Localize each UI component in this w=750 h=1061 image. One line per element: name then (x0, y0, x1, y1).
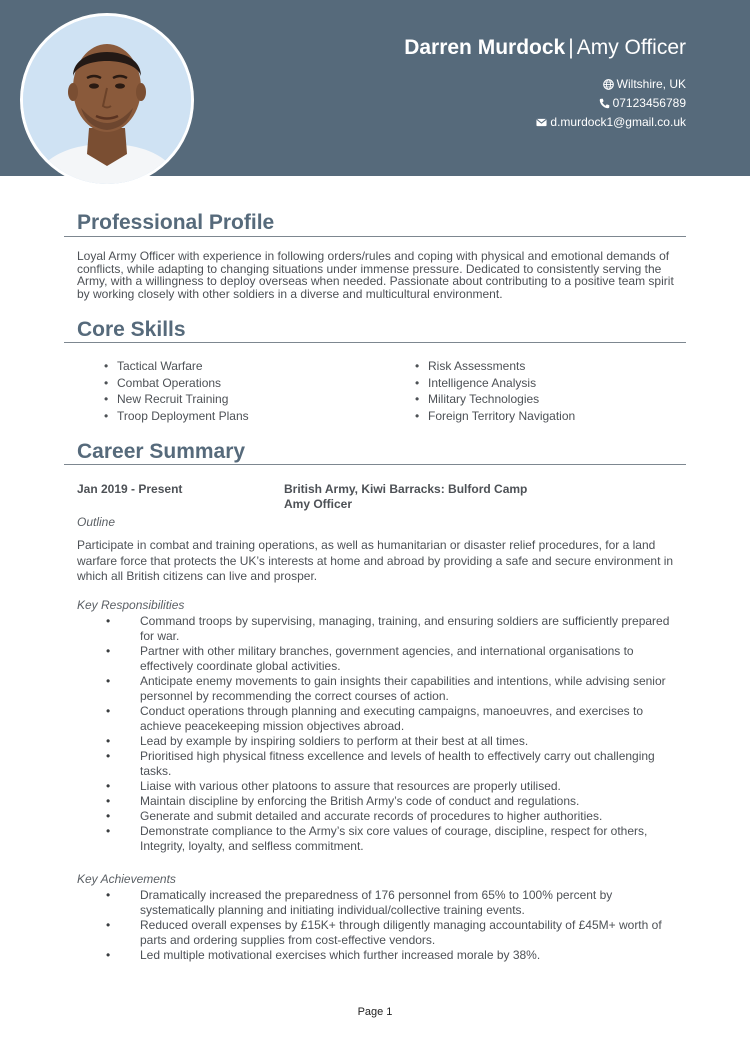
skill-item: • New Recruit Training (117, 391, 249, 408)
list-item: • Prioritised high physical fitness excellence and levels of health to effectively carry out challenging tasks. (140, 749, 680, 779)
section-divider (64, 342, 686, 343)
section-title-skills: Core Skills (77, 318, 186, 341)
skill-item: • Military Technologies (428, 391, 575, 408)
name-title-line (404, 36, 686, 60)
name-separator: | (568, 36, 574, 59)
list-item: • Led multiple motivational exercises which further increased morale by 38%. (140, 948, 665, 963)
outline-text: Participate in combat and training operations, as well as humanitarian or disaster relief procedures, for a land warfare force that protects the UK’s interests at home and abroad by providing a safe and secure environment in which all British citizens can live and prosper. (77, 538, 674, 583)
phone-text: 07123456789 (612, 96, 686, 110)
skill-item: • Combat Operations (117, 375, 249, 392)
skill-item: • Troop Deployment Plans (117, 408, 249, 425)
list-item: • Maintain discipline by enforcing the British Army’s code of conduct and regulations. (140, 794, 680, 809)
globe-icon (603, 79, 614, 90)
list-item: • Lead by example by inspiring soldiers to perform at their best at all times. (140, 734, 680, 749)
job-title: Amy Officer (576, 36, 686, 59)
profile-text: Loyal Army Officer with experience in following orders/rules and coping with physical and emotional demands of conflicts, while adapting to changing situations under immense pressure. Dedicated to consistently serving the Army, with a willingness to deploy overseas when needed. Passionate about contributing to a positive team spirit by working closely with other soldiers in a diverse and multicultural environment. (77, 249, 674, 301)
contact-phone (599, 96, 686, 110)
list-item: • Liaise with various other platoons to assure that resources are properly utilised. (140, 779, 680, 794)
skill-item: • Intelligence Analysis (428, 375, 575, 392)
skill-item: • Foreign Territory Navigation (428, 408, 575, 425)
contact-email (536, 115, 686, 129)
list-item: • Reduced overall expenses by £15K+ through diligently managing accountability of £45M+ worth of parts and ordering supplies from cost-effective vendors. (140, 918, 665, 948)
list-item: • Generate and submit detailed and accurate records of procedures to higher authorities. (140, 809, 680, 824)
skill-item: • Tactical Warfare (117, 358, 249, 375)
list-item: • Partner with other military branches, government agencies, and international organisations to effectively coordinate global activities. (140, 644, 680, 674)
list-item: • Dramatically increased the preparedness of 176 personnel from 65% to 100% percent by systematically planning and initiating individual/collective training events. (140, 888, 665, 918)
job-employer-block (284, 482, 527, 512)
skills-list-right (428, 358, 575, 424)
candidate-name: Darren Murdock (404, 36, 566, 59)
contact-location (603, 77, 686, 91)
phone-icon (599, 98, 610, 109)
role-title: Amy Officer (284, 497, 353, 511)
section-divider (64, 236, 686, 237)
list-item: • Conduct operations through planning and executing campaigns, manoeuvres, and exercises to achieve peacekeeping mission objectives abroad. (140, 704, 680, 734)
section-divider (64, 464, 686, 465)
section-title-profile: Professional Profile (77, 211, 275, 234)
location-text: Wiltshire, UK (616, 77, 686, 91)
section-title-career: Career Summary (77, 440, 246, 463)
list-item: • Command troops by supervising, managing, training, and ensuring soldiers are sufficiently prepared for war. (140, 614, 680, 644)
outline-label: Outline (77, 515, 116, 529)
employer-name: British Army, Kiwi Barracks: Bulford Camp (284, 482, 528, 496)
responsibilities-list (140, 614, 680, 854)
skill-item: • Risk Assessments (428, 358, 575, 375)
envelope-icon (536, 117, 547, 128)
page-number: Page 1 (357, 1006, 393, 1018)
list-item: • Anticipate enemy movements to gain insights their capabilities and intentions, while advising senior personnel by recommending the correct courses of action. (140, 674, 680, 704)
profile-photo (20, 13, 194, 187)
skills-list-left (117, 358, 249, 424)
job-dates: Jan 2019 - Present (77, 482, 183, 496)
email-text[interactable]: d.murdock1@gmail.co.uk (550, 115, 686, 129)
list-item: • Demonstrate compliance to the Army’s six core values of courage, discipline, respect for others, Integrity, loyalty, and selfless commitment. (140, 824, 680, 854)
achievements-list (140, 888, 665, 963)
responsibilities-label: Key Responsibilities (77, 598, 185, 612)
achievements-label: Key Achievements (77, 872, 176, 886)
